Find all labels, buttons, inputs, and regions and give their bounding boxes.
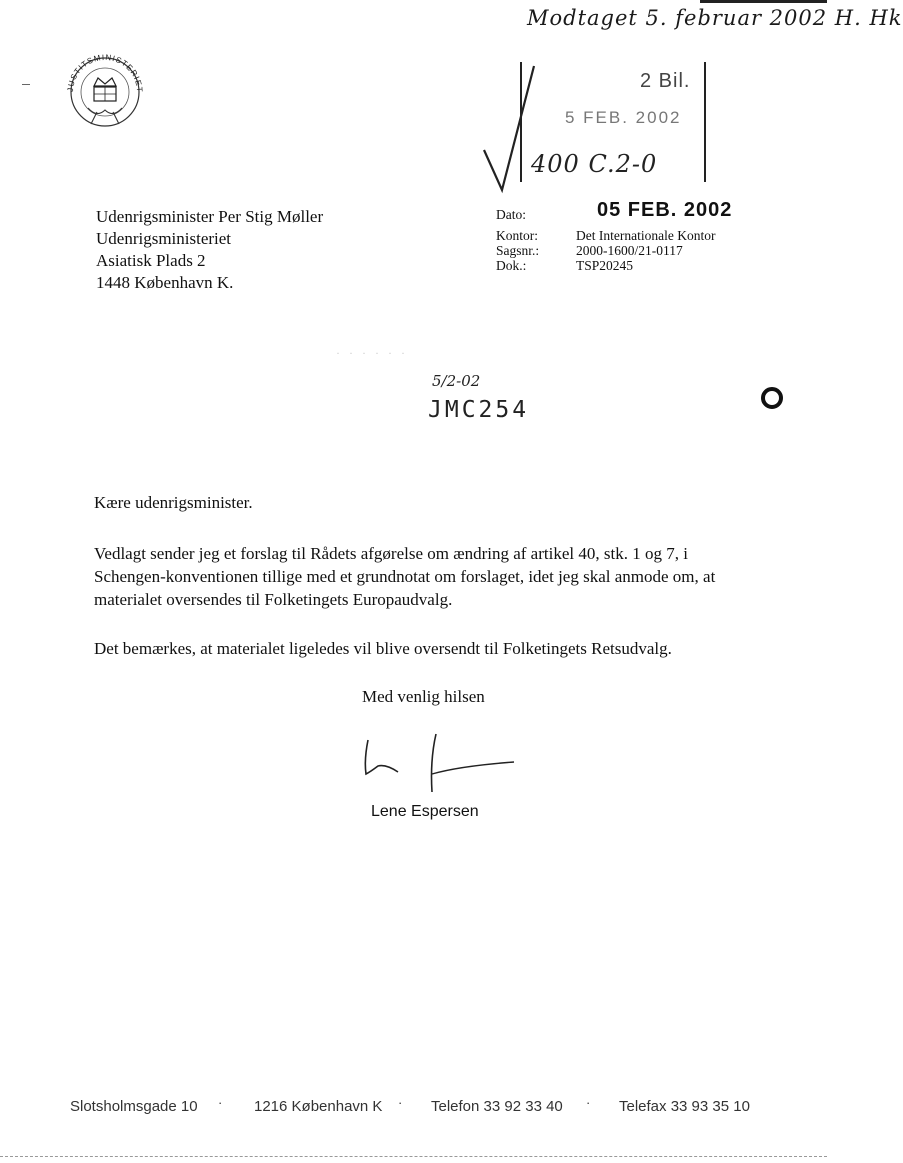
stamp-date: 5 FEB. 2002 <box>565 108 682 127</box>
journal-date: 5/2-02 <box>432 372 481 390</box>
footer-phone: Telefon 33 92 33 40 <box>431 1098 563 1115</box>
journal-number: JMC254 <box>428 397 530 423</box>
stamp-attachments: 2 Bil. <box>640 70 691 92</box>
top-edge-bar <box>700 0 827 3</box>
footer-separator: · <box>218 1095 223 1110</box>
scan-mark <box>22 84 30 85</box>
bottom-scan-line <box>0 1156 827 1157</box>
footer-postal: 1216 København K <box>254 1098 383 1115</box>
office-label: Kontor: <box>496 228 538 243</box>
body-paragraph-2: Det bemærkes, at materialet ligeledes vil blive oversendt til Folketingets Retsudvalg. <box>94 639 672 658</box>
office-value: Det Internationale Kontor <box>576 228 716 243</box>
date-label: Dato: <box>496 207 526 222</box>
seal-text: JUSTITSMINISTERIET <box>65 52 145 94</box>
salutation: Kære udenrigsminister. <box>94 493 253 512</box>
footer-fax: Telefax 33 93 35 10 <box>619 1098 750 1115</box>
recipient-city: 1448 København K. <box>96 273 234 292</box>
recipient-name: Udenrigsminister Per Stig Møller <box>96 207 324 226</box>
ministry-seal-icon <box>64 52 146 140</box>
recipient-org: Udenrigsministeriet <box>96 229 232 248</box>
date-value: 05 FEB. 2002 <box>597 199 733 221</box>
footer-separator: · <box>586 1095 591 1110</box>
case-label: Sagsnr.: <box>496 243 540 258</box>
faint-stamp-mark: · · · · · · <box>336 346 408 360</box>
footer-address: Slotsholmsgade 10 <box>70 1098 198 1115</box>
signature-icon <box>360 730 520 796</box>
stamp-journal-ref: 400 C.2-0 <box>531 150 658 178</box>
doc-value: TSP20245 <box>576 258 634 273</box>
handwritten-checkmark-icon <box>480 60 540 196</box>
body-paragraph-1: Vedlagt sender jeg et forslag til Rådets afgørelse om ændring af artikel 40, stk. 1 og 7, i Schengen-konventionen tillige med et grundnotat om forslaget, idet jeg skal anmode om, at materialet oversendes til Folketingets Europaudvalg. <box>94 544 716 609</box>
doc-label: Dok.: <box>496 258 527 273</box>
signer-name: Lene Espersen <box>371 803 479 820</box>
recipient-street: Asiatisk Plads 2 <box>96 251 206 270</box>
case-value: 2000-1600/21-0117 <box>576 243 683 258</box>
footer-separator: · <box>398 1095 403 1110</box>
handwritten-received-note: Modtaget 5. februar 2002 H. Hk <box>527 6 903 30</box>
closing: Med venlig hilsen <box>362 687 485 706</box>
punch-hole-icon <box>760 386 784 410</box>
